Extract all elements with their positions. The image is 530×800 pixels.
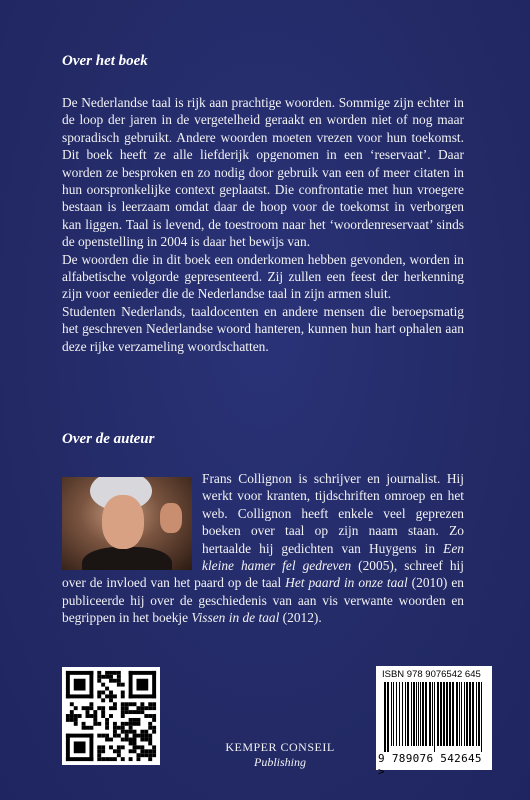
- author-text-c: (2010) en publiceerde hij over de geschiedenis van aan vis verwante woorden en begrippen in het boekje: [62, 575, 464, 626]
- about-book-paragraph-1: De Nederlandse taal is rijk aan prachtige woorden. Sommige zijn echter in de loop der jaren in de vergetelheid geraakt en worden niet of nog maar sporadisch gebruikt. Andere woorden moeten vrezen voor hun toekomst. Dit boek heeft ze alle liefderijk opgenomen in een ‘reservaat’. Daar worden ze besproken en zo nodig door gebruik van een of meer citaten in hun oorspronkelijke context geplaatst. Die confrontatie met hun vroegere bestaan is leerzaam omdat daar de hoop voor de toekomst in verborgen kan liggen. Taal is levend, de toestroom naar het ‘woordenreservaat’ sinds de openstelling in 2004 is daar het bewijs van.: [62, 95, 464, 250]
- isbn-barcode: [376, 666, 492, 778]
- author-photo: [62, 477, 192, 570]
- book-title-vissen: Vissen in de taal: [191, 610, 280, 626]
- about-book-text: [62, 94, 464, 355]
- qr-code: [62, 667, 160, 765]
- about-book-paragraph-3: Studenten Nederlands, taaldocenten en andere mensen die beroepsmatig het geschreven Nederlandse woord hanteren, kunnen hun hart ophalen aan deze rijke verzameling woordschatten.: [62, 303, 464, 354]
- isbn-label: ISBN 978 9076542 645: [382, 669, 481, 680]
- author-text-d: (2012).: [279, 610, 322, 626]
- book-title-hamer: Een kleine hamer fel gedreven: [202, 540, 464, 574]
- author-text-a: Frans Collignon is schrijver en journalist. Hij werkt voor kranten, tijdschriften omroep en het web. Collignon heeft enkele veel geprezen boeken over taal op zijn naam staan. Zo hertaalde hij gedichten van Huygens in: [202, 471, 464, 556]
- about-book-heading: Over het boek: [62, 53, 148, 69]
- publisher-name: KEMPER CONSEIL: [225, 740, 335, 754]
- about-book-paragraph-2: De woorden die in dit boek een onderkomen hebben gevonden, worden in alfabetische volgorde gepresenteerd. Zij zullen een feest der herkenning zijn voor eenieder die de Nederlandse taal in zijn armen sluit.: [62, 251, 464, 302]
- publisher-sub: Publishing: [253, 755, 306, 769]
- about-author-section: [62, 470, 464, 627]
- publisher-logo: [205, 740, 355, 770]
- barcode-digits: 9 789076 542645 >: [378, 752, 482, 778]
- author-text-b: (2005), schreef hij over de invloed van het paard op de taal: [62, 558, 464, 591]
- about-author-heading: Over de auteur: [62, 431, 155, 447]
- book-title-paard: Het paard in onze taal: [285, 575, 408, 591]
